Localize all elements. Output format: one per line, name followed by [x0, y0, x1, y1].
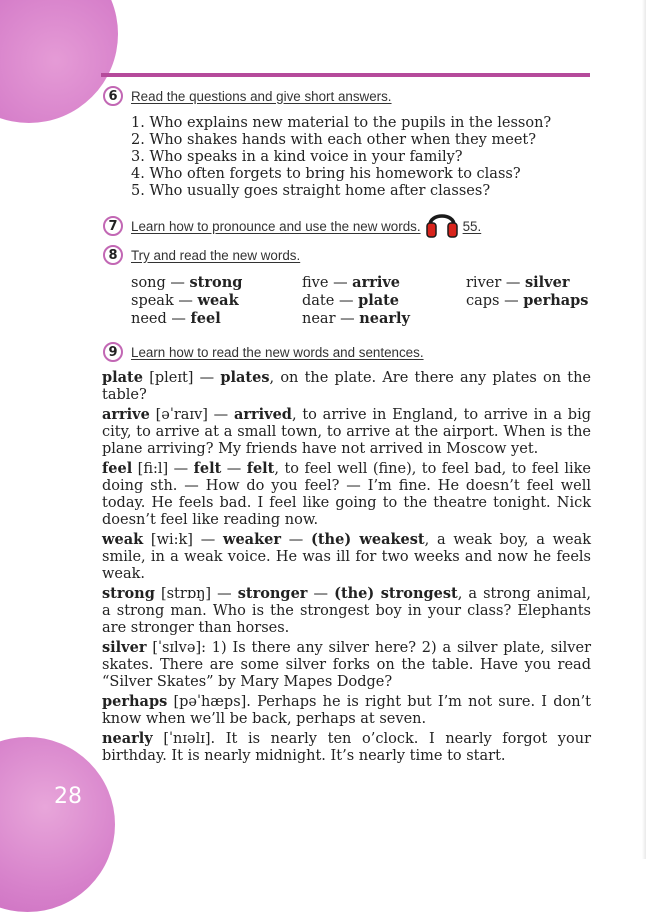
headword: perhaps: [102, 693, 168, 710]
exercise-7-header: [103, 213, 481, 239]
vocabulary-entry: [102, 369, 591, 404]
word-pair: need — feel: [131, 310, 221, 327]
decorative-circle-top: [0, 0, 118, 123]
word-pair: song — strong: [131, 274, 243, 291]
entry-text: [wi:k] — weaker — (the) weakest, a weak boy, a weak smile, in a weak voice. He was ill for two weeks and now he feels weak.: [102, 531, 592, 583]
word-pair: five — arrive: [302, 274, 401, 291]
word-column-3: [466, 274, 588, 310]
vocabulary-entry: [102, 406, 591, 459]
word-pair: speak — weak: [131, 292, 239, 309]
question-item: 3. Who speaks in a kind voice in your family?: [131, 149, 463, 165]
exercise-8-number: 8: [103, 245, 123, 265]
entry-text: [ˈnɪəlɪ]. It is nearly ten o’clock. I nearly forgot your birthday. It is nearly midnight. It’s nearly time to start.: [102, 730, 591, 764]
question-item: 4. Who often forgets to bring his homework to class?: [131, 166, 521, 182]
exercise-9-number: 9: [103, 342, 123, 362]
entry-text: [əˈraɪv] — arrived, to arrive in England, to arrive in a big city, to arrive at a small town, to arrive at the airport. When is the plane arriving? My friends have not arrived in Moscow yet.: [102, 405, 591, 458]
word-pair: river — silver: [466, 274, 570, 291]
exercise-6-questions: [131, 115, 551, 200]
headword: nearly: [102, 729, 153, 747]
headword: strong: [102, 585, 155, 602]
vocabulary-entry: [102, 730, 591, 765]
exercise-6-header: [103, 85, 392, 107]
exercise-9-title: Learn how to read the new words and sentences.: [131, 344, 424, 360]
headword: silver: [102, 639, 147, 656]
vocabulary-entry: [102, 693, 591, 728]
entry-text: [fi:l] — felt — felt, to feel well (fine), to feel bad, to feel like doing sth. — How do you feel? — I’m fine. He doesn’t feel well today. He feels bad. I feel like going to the theatre tonight. Nick doesn’t feel like reading now.: [102, 459, 591, 529]
exercise-6-title: Read the questions and give short answers.: [131, 88, 392, 104]
word-pair: date — plate: [302, 292, 400, 309]
vocabulary-entry: [102, 639, 591, 692]
top-divider: [101, 73, 590, 77]
word-column-1: [131, 274, 242, 328]
page-edge: [642, 0, 646, 859]
question-item: 2. Who shakes hands with each other when they meet?: [131, 132, 536, 148]
headword: weak: [102, 531, 144, 548]
word-pair: caps — perhaps: [466, 292, 589, 309]
entry-text: [pəˈhæps]. Perhaps he is right but I’m not sure. I don’t know when we’ll be back, perhaps at seven.: [102, 694, 592, 728]
exercise-9-header: [103, 341, 424, 363]
headword: feel: [102, 459, 133, 477]
entry-text: [ˈsɪlvə]: 1) Is there any silver here? 2) a silver plate, silver skates. There are some silver forks on the table. Have you read “Silver Skates” by Mary Mapes Dodge?: [102, 640, 592, 691]
headword: plate: [102, 369, 143, 386]
word-column-2: [302, 274, 410, 328]
decorative-circle-bottom: [0, 737, 115, 912]
headword: arrive: [102, 405, 150, 423]
exercise-8-header: [103, 244, 300, 266]
exercise-8-title: Try and read the new words.: [131, 247, 301, 263]
exercise-7-page-reference: 55.: [462, 218, 482, 234]
entry-text: [strɒŋ] — stronger — (the) strongest, a strong animal, a strong man. Who is the strongest boy in your class? Elephants are stronger than horses.: [102, 585, 591, 637]
exercise-7-title: Learn how to pronounce and use the new words.: [131, 218, 421, 234]
vocabulary-entry: [102, 585, 591, 638]
vocabulary-entry: [102, 531, 591, 584]
question-item: 1. Who explains new material to the pupils in the lesson?: [131, 115, 552, 131]
vocabulary-entry: [102, 460, 591, 530]
exercise-6-number: 6: [103, 86, 123, 106]
vocabulary-entries: [102, 369, 591, 767]
question-item: 5. Who usually goes straight home after classes?: [131, 183, 491, 199]
headphones-icon: [425, 205, 459, 239]
word-pair: near — nearly: [302, 310, 410, 327]
entry-text: [pleɪt] — plates, on the plate. Are there any plates on the table?: [102, 369, 592, 404]
page-number: 28: [54, 784, 82, 809]
exercise-7-number: 7: [103, 216, 123, 236]
